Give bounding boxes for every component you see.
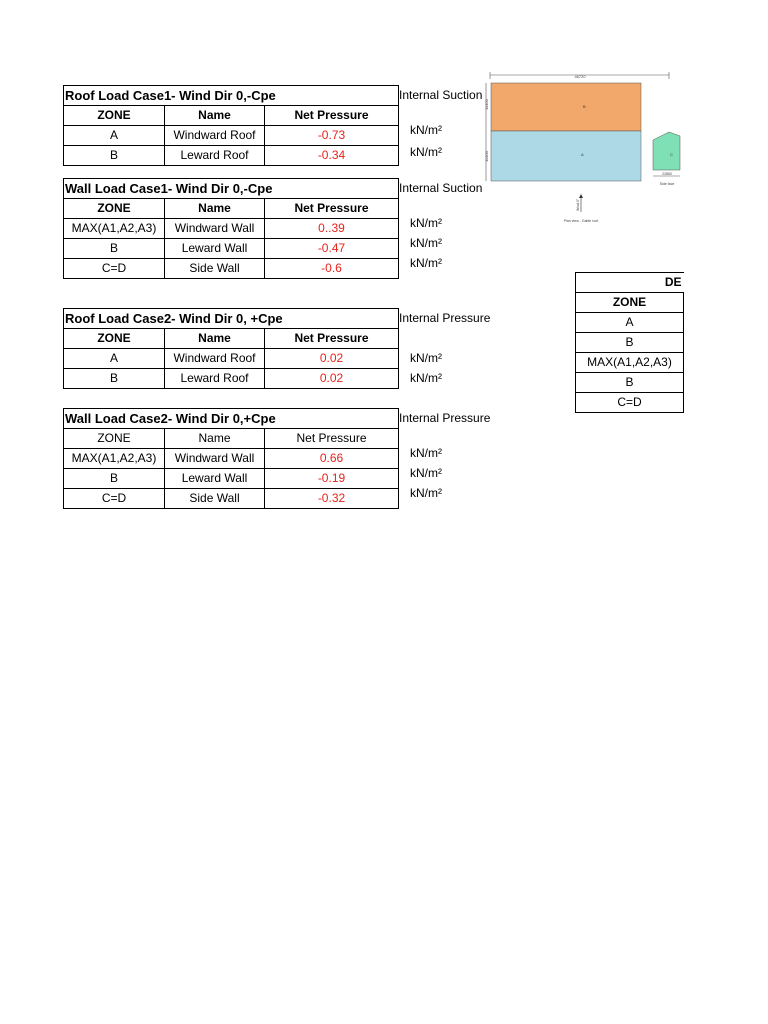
roof-load-case1-table [63, 85, 399, 166]
unit-label: kN/m² [410, 486, 442, 500]
internal-pressure-note: Internal Pressure [399, 411, 491, 425]
unit-label: kN/m² [410, 236, 442, 250]
wall-load-case2-table [63, 408, 399, 509]
unit-label: kN/m² [410, 256, 442, 270]
name-cell: Side Wall [165, 489, 265, 509]
table-row [64, 369, 399, 389]
zone-cell: A [64, 126, 165, 146]
col-header-zone: ZONE [64, 106, 165, 126]
name-cell: Windward Roof [165, 126, 265, 146]
col-header-name: Name [165, 329, 265, 349]
zone-cell: B [576, 333, 684, 353]
internal-suction-note: Internal Suction [399, 181, 483, 195]
net-pressure-cell: 0..39 [265, 219, 399, 239]
table-row [64, 489, 399, 509]
net-pressure-cell: 0.66 [265, 449, 399, 469]
net-pressure-cell: -0.47 [265, 239, 399, 259]
unit-label: kN/m² [410, 123, 442, 137]
side-face-caption: Side face [659, 182, 675, 186]
zone-label-c: C [670, 152, 673, 157]
net-pressure-cell: -0.6 [265, 259, 399, 279]
col-header-net-pressure: Net Pressure [265, 199, 399, 219]
col-header-name: Name [165, 106, 265, 126]
name-cell: Windward Wall [165, 449, 265, 469]
wind-zone-plan-diagram [483, 70, 684, 230]
left-dimension-label-top: 11400 [484, 99, 489, 110]
table-row [64, 239, 399, 259]
table-row [64, 349, 399, 369]
design-zone-table [575, 272, 684, 413]
table-title: Wall Load Case2- Wind Dir 0,+Cpe [64, 409, 399, 429]
table-row [64, 469, 399, 489]
net-pressure-cell: -0.19 [265, 469, 399, 489]
unit-label: kN/m² [410, 216, 442, 230]
zone-cell: MAX(A1,A2,A3) [64, 219, 165, 239]
table-row [576, 373, 684, 393]
zone-cell: B [64, 469, 165, 489]
design-table-title: DE [576, 273, 684, 293]
col-header-name: Name [165, 199, 265, 219]
roof-load-case2-table [63, 308, 399, 389]
table-row [576, 353, 684, 373]
net-pressure-cell: -0.73 [265, 126, 399, 146]
net-pressure-cell: 0.02 [265, 369, 399, 389]
table-row [64, 126, 399, 146]
col-header-net-pressure: Net Pressure [265, 106, 399, 126]
table-row [64, 146, 399, 166]
top-dimension-label: 46720 [574, 74, 586, 79]
name-cell: Side Wall [165, 259, 265, 279]
design-col-header-zone: ZONE [576, 293, 684, 313]
zone-label-a: A [581, 152, 584, 157]
zone-cell: B [64, 239, 165, 259]
unit-label: kN/m² [410, 371, 442, 385]
name-cell: Leward Wall [165, 469, 265, 489]
wall-load-case1-table [63, 178, 399, 279]
zone-cell: B [64, 146, 165, 166]
table-row [576, 393, 684, 413]
table-row [64, 449, 399, 469]
unit-label: kN/m² [410, 446, 442, 460]
left-dimension-label-bottom: 11400 [484, 151, 489, 162]
unit-label: kN/m² [410, 466, 442, 480]
zone-cell: MAX(A1,A2,A3) [64, 449, 165, 469]
name-cell: Leward Wall [165, 239, 265, 259]
zone-cell: C=D [576, 393, 684, 413]
net-pressure-cell: -0.32 [265, 489, 399, 509]
plan-view-caption: Plan view - Gable roof [563, 219, 599, 223]
name-cell: Windward Wall [165, 219, 265, 239]
internal-suction-note: Internal Suction [399, 88, 483, 102]
name-cell: Leward Roof [165, 369, 265, 389]
zone-cell: C=D [64, 259, 165, 279]
table-row [64, 259, 399, 279]
name-cell: Leward Roof [165, 146, 265, 166]
zone-label-b: B [583, 104, 586, 109]
table-title: Wall Load Case1- Wind Dir 0,-Cpe [64, 179, 399, 199]
zone-cell: B [64, 369, 165, 389]
zone-cell: C=D [64, 489, 165, 509]
zone-cell: A [576, 313, 684, 333]
col-header-net-pressure: Net Pressure [265, 429, 399, 449]
table-row [576, 313, 684, 333]
roof-zone-b [491, 83, 641, 131]
side-dimension-label: 22860 [662, 172, 672, 176]
roof-zone-a [491, 131, 641, 181]
zone-cell: A [64, 349, 165, 369]
side-face-zone-c [653, 132, 680, 170]
unit-label: kN/m² [410, 145, 442, 159]
zone-cell: B [576, 373, 684, 393]
net-pressure-cell: -0.34 [265, 146, 399, 166]
col-header-zone: ZONE [64, 329, 165, 349]
wind-label: Wind 0° [576, 198, 580, 211]
col-header-zone: ZONE [64, 429, 165, 449]
name-cell: Windward Roof [165, 349, 265, 369]
net-pressure-cell: 0.02 [265, 349, 399, 369]
col-header-net-pressure: Net Pressure [265, 329, 399, 349]
table-row [64, 219, 399, 239]
col-header-zone: ZONE [64, 199, 165, 219]
internal-pressure-note: Internal Pressure [399, 311, 491, 325]
zone-cell: MAX(A1,A2,A3) [576, 353, 684, 373]
table-row [576, 333, 684, 353]
col-header-name: Name [165, 429, 265, 449]
table-title: Roof Load Case2- Wind Dir 0, +Cpe [64, 309, 399, 329]
table-title: Roof Load Case1- Wind Dir 0,-Cpe [64, 86, 399, 106]
unit-label: kN/m² [410, 351, 442, 365]
